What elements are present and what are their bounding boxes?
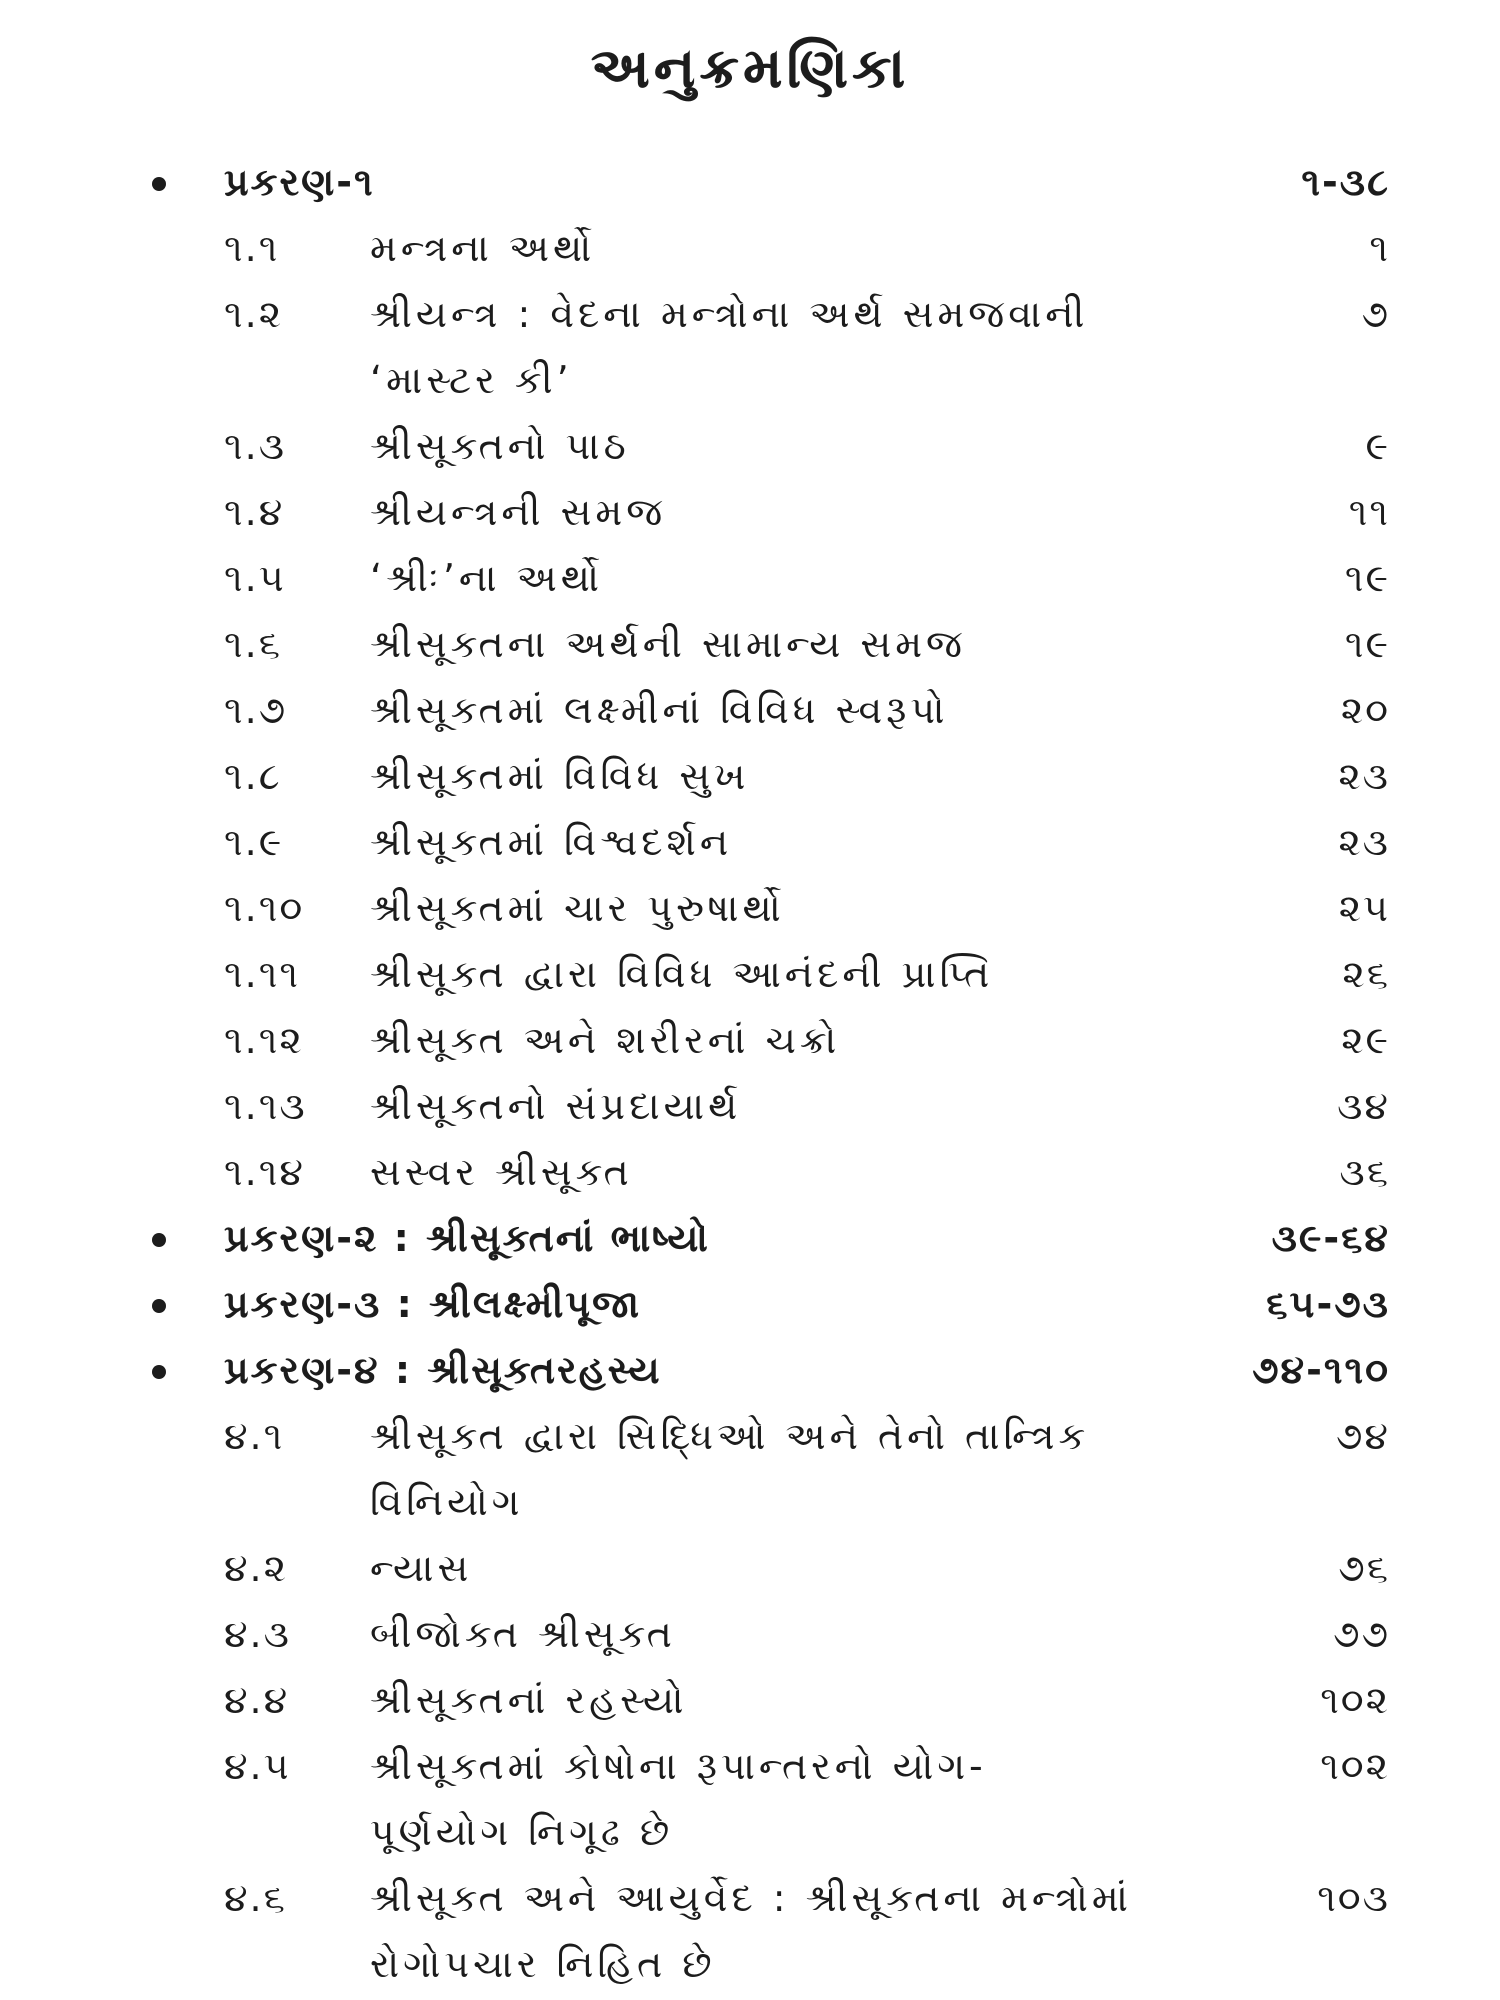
section-number: ૧.૪ — [224, 490, 285, 534]
section-number: ૧.૧૪ — [224, 1150, 305, 1194]
toc-section[interactable] — [140, 1536, 1390, 1602]
section-page-number: ૨૬ — [1342, 952, 1390, 996]
section-page-number: ૨૫ — [1338, 886, 1390, 930]
section-title: સસ્વર શ્રીસૂક્ત — [370, 1150, 633, 1194]
section-page-number: ૩૪ — [1337, 1084, 1390, 1128]
page-title: અનુક્રમણિકા — [590, 36, 910, 101]
toc-section[interactable] — [140, 480, 1390, 546]
section-title: શ્રીસૂક્તનો સંપ્રદાયાર્થ — [370, 1084, 742, 1128]
toc-chapter[interactable] — [140, 1206, 1390, 1272]
section-title: શ્રીસૂક્ત અને આયુર્વેદ : શ્રીસૂક્તના મન્ત્રોમાં — [370, 1876, 1132, 1920]
section-number: ૪.૬ — [224, 1876, 287, 1920]
section-title: શ્રીસૂક્તમાં વિવિધ સુખ — [370, 754, 750, 798]
section-page-number: ૨૩ — [1338, 820, 1390, 864]
chapter-title: પ્રકરણ-૧ — [224, 160, 375, 204]
toc-section[interactable] — [140, 546, 1390, 612]
section-number: ૪.૨ — [224, 1546, 288, 1590]
section-number: ૧.૧૦ — [224, 886, 305, 930]
toc-section[interactable] — [140, 1404, 1390, 1536]
section-page-number: ૧૯ — [1344, 622, 1390, 666]
section-page-number: ૭૭ — [1333, 1612, 1390, 1656]
section-title: મન્ત્રના અર્થો — [370, 226, 596, 270]
toc-section[interactable] — [140, 876, 1390, 942]
section-number: ૧.૬ — [224, 622, 282, 666]
bullet-icon — [152, 1299, 166, 1313]
section-title: શ્રીસૂક્તના અર્થની સામાન્ય સમજ — [370, 622, 966, 666]
chapter-title: પ્રકરણ-૪ : શ્રીસૂક્તરહસ્ય — [224, 1348, 662, 1392]
section-number: ૪.૩ — [224, 1612, 291, 1656]
toc-section[interactable] — [140, 1602, 1390, 1668]
section-number: ૧.૧૩ — [224, 1084, 307, 1128]
section-title: શ્રીસૂક્તનાં રહસ્યો — [370, 1678, 688, 1722]
section-title-continuation: ‘માસ્ટર કી’ — [370, 358, 573, 402]
section-title: શ્રીસૂક્ત અને શરીરનાં ચક્રો — [370, 1018, 841, 1062]
section-number: ૧.૭ — [224, 688, 288, 732]
section-title: શ્રીસૂક્તનો પાઠ — [370, 424, 630, 468]
section-title: શ્રીયન્ત્ર : વેદના મન્ત્રોના અર્થ સમજવાની — [370, 292, 1089, 336]
toc-section[interactable] — [140, 744, 1390, 810]
bullet-icon — [152, 1233, 166, 1247]
section-number: ૧.૨ — [224, 292, 284, 336]
chapter-page-range: ૩૯-૬૪ — [1271, 1216, 1390, 1260]
section-number: ૧.૫ — [224, 556, 286, 600]
toc-section[interactable] — [140, 414, 1390, 480]
toc-section[interactable] — [140, 612, 1390, 678]
section-title: શ્રીસૂક્ત દ્વારા સિદ્ધિઓ અને તેનો તાન્ત્રિક — [370, 1414, 1090, 1458]
section-number: ૧.૧ — [224, 226, 280, 270]
section-page-number: ૧ — [1369, 226, 1390, 270]
section-page-number: ૭ — [1361, 292, 1390, 336]
bullet-icon — [152, 177, 166, 191]
toc-section[interactable] — [140, 1074, 1390, 1140]
toc-section[interactable] — [140, 1140, 1390, 1206]
section-page-number: ૯ — [1365, 424, 1390, 468]
toc-section[interactable] — [140, 1668, 1390, 1734]
toc-section[interactable] — [140, 216, 1390, 282]
section-number: ૧.૩ — [224, 424, 287, 468]
section-page-number: ૧૯ — [1344, 556, 1390, 600]
section-page-number: ૧૧ — [1348, 490, 1390, 534]
section-number: ૪.૪ — [224, 1678, 290, 1722]
section-number: ૪.૫ — [224, 1744, 291, 1788]
toc-chapter[interactable] — [140, 150, 1390, 216]
toc-section[interactable] — [140, 1734, 1390, 1866]
section-page-number: ૧૦૩ — [1317, 1876, 1390, 1920]
toc-chapter[interactable] — [140, 1338, 1390, 1404]
section-title: બીજોક્ત શ્રીસૂક્ત — [370, 1612, 676, 1656]
toc-section[interactable] — [140, 942, 1390, 1008]
section-page-number: ૨૦ — [1340, 688, 1390, 732]
section-number: ૧.૧૧ — [224, 952, 300, 996]
bullet-icon — [152, 1365, 166, 1379]
toc-section[interactable] — [140, 282, 1390, 414]
section-page-number: ૩૬ — [1339, 1150, 1390, 1194]
chapter-title: પ્રકરણ-૩ : શ્રીલક્ષ્મીપૂજા — [224, 1282, 642, 1326]
toc-section[interactable] — [140, 1866, 1390, 1998]
toc-section[interactable] — [140, 810, 1390, 876]
table-of-contents — [140, 150, 1390, 1998]
section-number: ૪.૧ — [224, 1414, 285, 1458]
chapter-page-range: ૭૪-૧૧૦ — [1252, 1348, 1390, 1392]
section-page-number: ૨૯ — [1341, 1018, 1390, 1062]
section-page-number: ૭૬ — [1338, 1546, 1390, 1590]
section-title-continuation: વિનિયોગ — [370, 1480, 524, 1524]
section-title: શ્રીસૂક્તમાં કોષોના રૂપાન્તરનો યોગ- — [370, 1744, 987, 1788]
toc-chapter[interactable] — [140, 1272, 1390, 1338]
section-number: ૧.૯ — [224, 820, 284, 864]
section-title: શ્રીસૂક્તમાં લક્ષ્મીનાં વિવિધ સ્વરૂપો — [370, 688, 949, 732]
section-number: ૧.૧૨ — [224, 1018, 304, 1062]
chapter-title: પ્રકરણ-૨ : શ્રીસૂક્તનાં ભાષ્યો — [224, 1216, 710, 1260]
section-title-continuation: રોગોપચાર નિહિત છે — [370, 1942, 716, 1986]
toc-section[interactable] — [140, 1008, 1390, 1074]
section-number: ૧.૮ — [224, 754, 282, 798]
section-page-number: ૨૩ — [1338, 754, 1390, 798]
section-title: ‘શ્રીઃ’ના અર્થો — [370, 556, 603, 600]
section-title: શ્રીસૂક્તમાં ચાર પુરુષાર્થો — [370, 886, 785, 930]
section-title: શ્રીયન્ત્રની સમજ — [370, 490, 667, 534]
section-page-number: ૧૦૨ — [1320, 1678, 1390, 1722]
chapter-page-range: ૧-૩૮ — [1301, 160, 1390, 204]
toc-section[interactable] — [140, 678, 1390, 744]
section-title-continuation: પૂર્ણયોગ નિગૂઢ છે — [370, 1810, 674, 1854]
section-title: શ્રીસૂક્તમાં વિશ્વદર્શન — [370, 820, 733, 864]
section-title: શ્રીસૂક્ત દ્વારા વિવિધ આનંદની પ્રાપ્તિ — [370, 952, 994, 996]
chapter-page-range: ૬૫-૭૩ — [1266, 1282, 1390, 1326]
section-page-number: ૭૪ — [1336, 1414, 1390, 1458]
section-page-number: ૧૦૨ — [1320, 1744, 1390, 1788]
section-title: ન્યાસ — [370, 1546, 473, 1590]
